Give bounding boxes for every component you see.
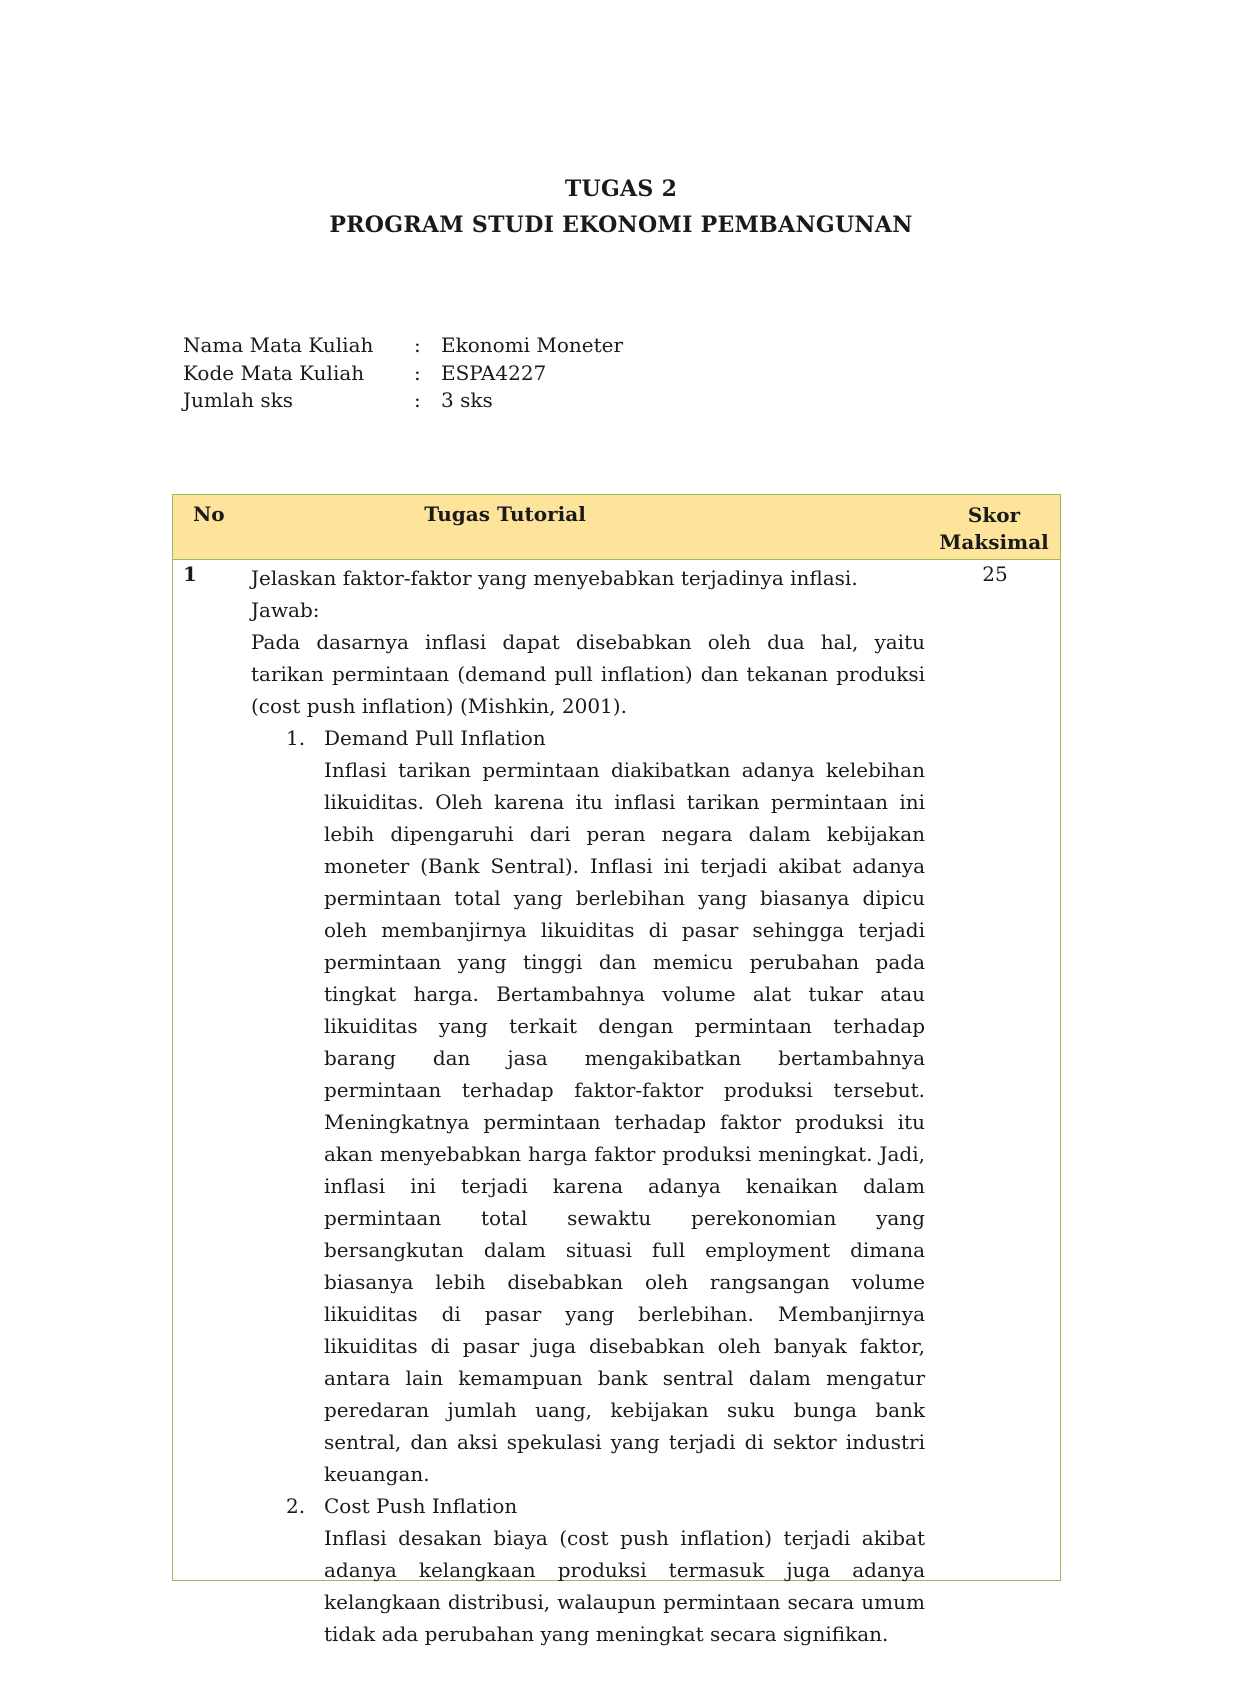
answer-intro: Pada dasarnya inflasi dapat disebabkan oleh dua hal, yaitu tarikan permintaan (demand pull inflation) dan tekanan produksi (cost push inflation) (Mishkin, 2001). [251, 630, 925, 718]
row-score: 25 [982, 562, 1008, 586]
list-item [251, 1490, 925, 1522]
course-code-row [183, 360, 623, 388]
info-colon: : [414, 360, 421, 385]
list-item-text: Inflasi desakan biaya (cost push inflation) terjadi akibat adanya kelangkaan produksi termasuk juga adanya kelangkaan distribusi, walaupun permintaan secara umum tidak ada perubahan yang meningkat secara signifikan. [324, 1526, 925, 1646]
list-item-number: 2. [286, 1494, 306, 1518]
info-value: ESPA4227 [441, 360, 547, 385]
assignment-title: TUGAS 2 [564, 176, 678, 202]
list-item-text: Inflasi tarikan permintaan diakibatkan adanya kelebihan likuiditas. Oleh karena itu inflasi tarikan permintaan ini lebih dipengaruhi dari peran negara dalam kebijakan moneter (Bank Sentral). Inflasi ini terjadi akibat adanya permintaan total yang berlebihan yang biasanya dipicu oleh membanjirnya likuiditas di pasar sehingga terjadi permintaan yang tinggi dan memicu perubahan pada tingkat harga. Bertambahnya volume alat tukar atau likuiditas yang terkait dengan permintaan terhadap barang dan jasa mengakibatkan bertambahnya permintaan terhadap faktor-faktor produksi tersebut. Meningkatnya permintaan terhadap faktor produksi itu akan menyebabkan harga faktor produksi meningkat. Jadi, inflasi ini terjadi karena adanya kenaikan dalam permintaan total sewaktu perekonomian yang bersangkutan dalam situasi full employment dimana biasanya lebih disebabkan oleh rangsangan volume likuiditas di pasar yang berlebihan. Membanjirnya likuiditas di pasar juga disebabkan oleh banyak faktor, antara lain kemampuan bank sentral dalam mengatur peredaran jumlah uang, kebijakan suku bunga bank sentral, dan aksi spekulasi yang terjadi di sektor industri keuangan. [324, 758, 925, 1486]
assignment-table [172, 494, 1061, 1646]
course-info [183, 332, 623, 415]
info-label: Nama Mata Kuliah [183, 333, 374, 357]
col-score-header-line2: Maksimal [939, 530, 1049, 554]
info-value: Ekonomi Moneter [441, 333, 624, 357]
col-no-header: No [193, 502, 225, 526]
col-score-header-line1: Skor [967, 503, 1021, 527]
row-content [251, 562, 925, 1650]
info-label: Jumlah sks [183, 388, 294, 412]
list-item [251, 722, 925, 754]
course-name-row [183, 332, 623, 360]
credits-row [183, 387, 623, 415]
info-value: 3 sks [441, 388, 493, 412]
table-header [173, 495, 1060, 560]
col-score-header [936, 502, 1052, 556]
info-colon: : [414, 388, 421, 412]
row-number: 1 [183, 562, 197, 586]
list-item-title: Demand Pull Inflation [324, 726, 546, 750]
list-item-number: 1. [286, 726, 306, 750]
question-text: Jelaskan faktor-faktor yang menyebabkan terjadinya inflasi. [251, 566, 858, 590]
col-task-header: Tugas Tutorial [424, 502, 586, 526]
answer-label: Jawab: [251, 598, 320, 622]
list-item-title: Cost Push Inflation [324, 1494, 518, 1518]
program-title: PROGRAM STUDI EKONOMI PEMBANGUNAN [329, 212, 913, 238]
info-colon: : [414, 333, 421, 357]
info-label: Kode Mata Kuliah [183, 360, 365, 385]
